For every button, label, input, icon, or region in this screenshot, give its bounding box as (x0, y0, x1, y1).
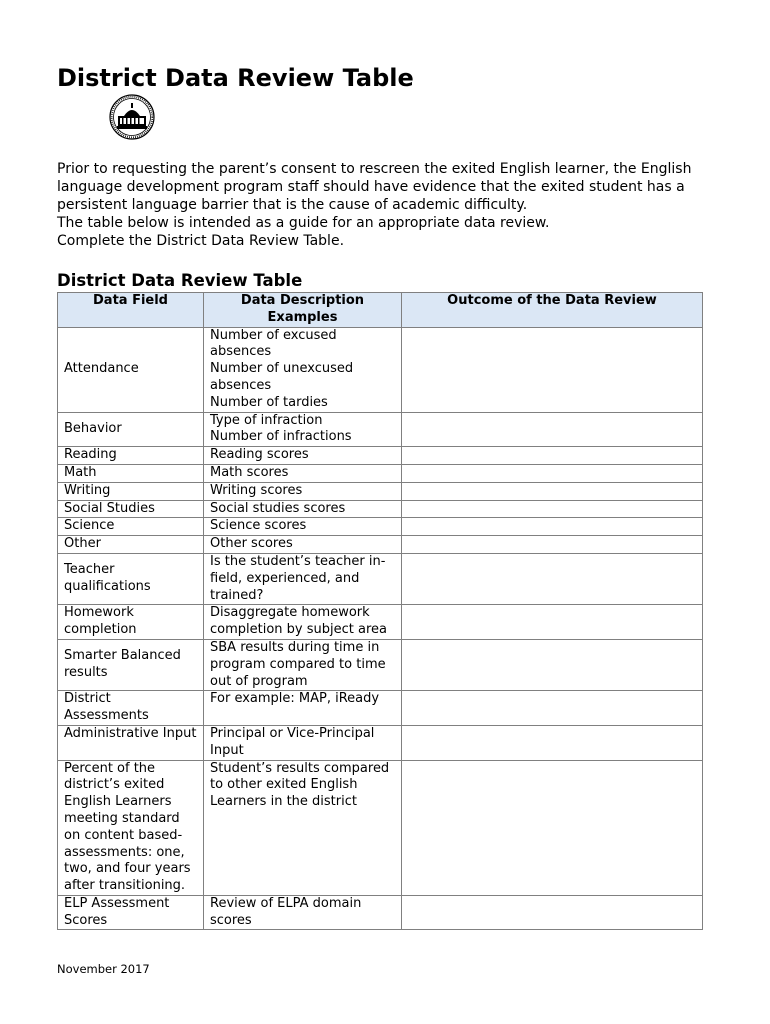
description-cell: Is the student’s teacher in-field, experienced, and trained? (204, 553, 402, 604)
intro-text (57, 160, 717, 250)
data-review-table (57, 292, 703, 930)
field-cell: Science (58, 518, 204, 536)
description-cell: Science scores (204, 518, 402, 536)
outcome-cell[interactable] (402, 605, 703, 640)
description-cell: Principal or Vice-Principal Input (204, 725, 402, 760)
outcome-cell[interactable] (402, 639, 703, 690)
intro-guide-line: The table below is intended as a guide for an appropriate data review. (57, 215, 550, 231)
table-row (58, 895, 703, 930)
table-row (58, 725, 703, 760)
page-title: District Data Review Table (57, 64, 414, 92)
outcome-cell[interactable] (402, 691, 703, 726)
state-seal-icon (108, 94, 156, 140)
field-cell: Social Studies (58, 500, 204, 518)
table-row (58, 691, 703, 726)
description-line: Number of excused absences (210, 327, 337, 360)
description-line: Number of infractions (210, 429, 352, 445)
header-data-description: Data Description Examples (204, 293, 402, 328)
description-cell: For example: MAP, iReady (204, 691, 402, 726)
table-row (58, 639, 703, 690)
field-cell: Writing (58, 482, 204, 500)
outcome-cell[interactable] (402, 500, 703, 518)
outcome-cell[interactable] (402, 518, 703, 536)
table-row (58, 327, 703, 412)
description-line: Type of infraction (210, 412, 323, 428)
field-cell: Smarter Balanced results (58, 639, 204, 690)
outcome-cell[interactable] (402, 482, 703, 500)
description-cell: Student’s results compared to other exited English Learners in the district (204, 760, 402, 895)
outcome-cell[interactable] (402, 327, 703, 412)
field-cell: Behavior (58, 412, 204, 447)
description-cell (204, 327, 402, 412)
outcome-cell[interactable] (402, 412, 703, 447)
field-cell: Math (58, 464, 204, 482)
outcome-cell[interactable] (402, 464, 703, 482)
description-cell: Review of ELPA domain scores (204, 895, 402, 930)
field-cell: Other (58, 536, 204, 554)
description-line: Number of unexcused absences (210, 361, 354, 393)
table-row (58, 553, 703, 604)
intro-instruction-line: Complete the District Data Review Table. (57, 233, 345, 249)
description-cell: Other scores (204, 536, 402, 554)
table-row (58, 447, 703, 465)
outcome-cell[interactable] (402, 725, 703, 760)
description-cell: Social studies scores (204, 500, 402, 518)
field-cell: Teacher qualifications (58, 553, 204, 604)
table-row (58, 760, 703, 895)
table-row (58, 518, 703, 536)
description-line: Number of tardies (210, 394, 328, 410)
outcome-cell[interactable] (402, 760, 703, 895)
description-cell: Math scores (204, 464, 402, 482)
table-row (58, 412, 703, 447)
table-title: District Data Review Table (57, 271, 303, 290)
footer-date: November 2017 (57, 962, 150, 976)
outcome-cell[interactable] (402, 553, 703, 604)
field-cell: Homework completion (58, 605, 204, 640)
outcome-cell[interactable] (402, 895, 703, 930)
description-cell: SBA results during time in program compared to time out of program (204, 639, 402, 690)
table-row (58, 500, 703, 518)
field-cell: Attendance (58, 327, 204, 412)
outcome-cell[interactable] (402, 447, 703, 465)
field-cell: District Assessments (58, 691, 204, 726)
field-cell: Administrative Input (58, 725, 204, 760)
description-cell: Disaggregate homework completion by subject area (204, 605, 402, 640)
header-data-field: Data Field (58, 293, 204, 328)
description-cell: Writing scores (204, 482, 402, 500)
description-cell: Reading scores (204, 447, 402, 465)
header-outcome: Outcome of the Data Review (402, 293, 703, 328)
field-cell: ELP Assessment Scores (58, 895, 204, 930)
field-cell: Percent of the district’s exited English Learners meeting standard on content based-assessments: one, two, and four years after transitioning. (58, 760, 204, 895)
table-row (58, 605, 703, 640)
field-cell: Reading (58, 447, 204, 465)
outcome-cell[interactable] (402, 536, 703, 554)
description-cell (204, 412, 402, 447)
table-row (58, 482, 703, 500)
table-row (58, 536, 703, 554)
intro-paragraph: Prior to requesting the parent’s consent to rescreen the exited English learner, the English language development program staff should have evidence that the exited student has a persistent language barrier that is the cause of academic difficulty. (57, 161, 692, 213)
table-header-row (58, 293, 703, 328)
table-row (58, 464, 703, 482)
